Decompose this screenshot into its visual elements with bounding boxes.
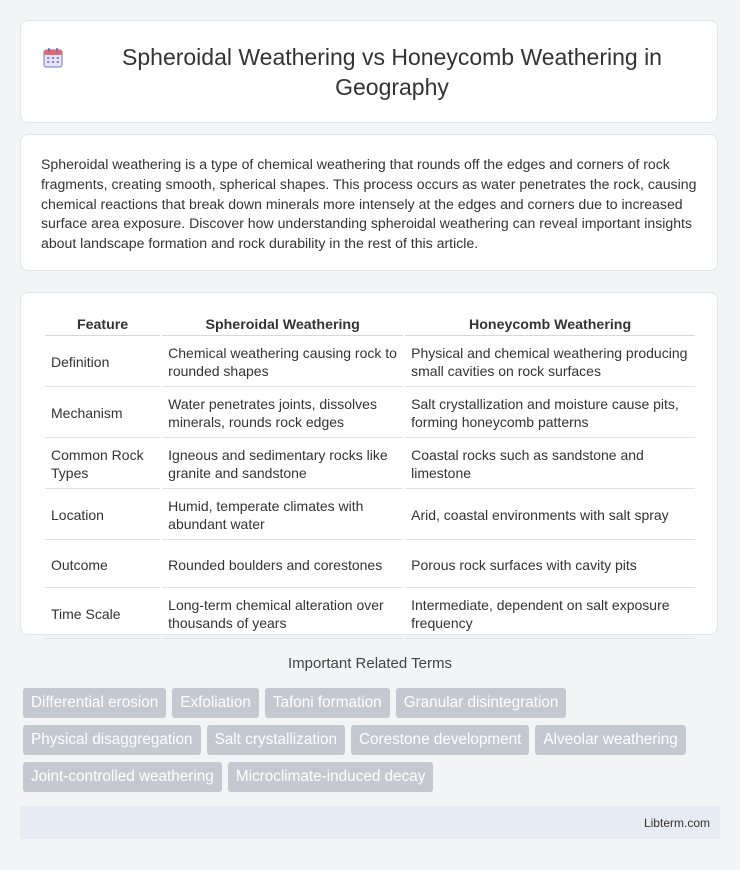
feature-cell: Mechanism (45, 387, 160, 438)
term-tag[interactable]: Salt crystallization (207, 725, 345, 755)
feature-cell: Definition (45, 336, 160, 387)
table-row (45, 540, 695, 588)
term-tag[interactable]: Joint-controlled weathering (23, 762, 222, 792)
term-tag[interactable]: Tafoni formation (265, 688, 390, 718)
column-header-honeycomb: Honeycomb Weathering (405, 313, 695, 336)
honeycomb-cell: Physical and chemical weathering producing small cavities on rock surfaces (405, 336, 695, 387)
honeycomb-cell: Salt crystallization and moisture cause pits, forming honeycomb patterns (405, 387, 695, 438)
table-row (45, 438, 695, 489)
honeycomb-cell: Arid, coastal environments with salt spray (405, 489, 695, 540)
calendar-icon (41, 46, 65, 70)
related-terms-heading: Important Related Terms (288, 655, 452, 672)
spheroidal-cell: Water penetrates joints, dissolves minerals, rounds rock edges (162, 387, 403, 438)
footer (20, 806, 720, 839)
term-tag[interactable]: Exfoliation (172, 688, 259, 718)
page-title: Spheroidal Weathering vs Honeycomb Weathering in Geography (122, 43, 662, 100)
intro-card (20, 134, 718, 271)
title-card (20, 20, 718, 123)
comparison-table (43, 313, 697, 639)
honeycomb-cell: Coastal rocks such as sandstone and limestone (405, 438, 695, 489)
term-tag[interactable]: Corestone development (351, 725, 529, 755)
column-header-feature: Feature (45, 313, 160, 336)
related-terms-list (23, 688, 723, 792)
spheroidal-cell: Chemical weathering causing rock to rounded shapes (162, 336, 403, 387)
table-header-row (45, 313, 695, 336)
intro-paragraph: Spheroidal weathering is a type of chemical weathering that rounds off the edges and corners of rock fragments, creating smooth, spherical shapes. This process occurs as water penetrates the rock, causing chemical reactions that break down minerals more intensely at the edges and corners due to increased surface area exposure. Discover how understanding spheroidal weathering can reveal important insights about landscape formation and rock durability in the rest of this article. (41, 156, 697, 252)
feature-cell: Outcome (45, 540, 160, 588)
term-tag[interactable]: Physical disaggregation (23, 725, 201, 755)
spheroidal-cell: Igneous and sedimentary rocks like granite and sandstone (162, 438, 403, 489)
table-row (45, 387, 695, 438)
table-row (45, 588, 695, 639)
term-tag[interactable]: Microclimate-induced decay (228, 762, 434, 792)
comparison-card (20, 292, 718, 635)
honeycomb-cell: Intermediate, dependent on salt exposure frequency (405, 588, 695, 639)
table-row (45, 336, 695, 387)
table-row (45, 489, 695, 540)
spheroidal-cell: Humid, temperate climates with abundant water (162, 489, 403, 540)
spheroidal-cell: Rounded boulders and corestones (162, 540, 403, 588)
term-tag[interactable]: Granular disintegration (396, 688, 567, 718)
spheroidal-cell: Long-term chemical alteration over thousands of years (162, 588, 403, 639)
term-tag[interactable]: Alveolar weathering (535, 725, 685, 755)
feature-cell: Location (45, 489, 160, 540)
honeycomb-cell: Porous rock surfaces with cavity pits (405, 540, 695, 588)
footer-site-link[interactable]: Libterm.com (643, 815, 710, 830)
term-tag[interactable]: Differential erosion (23, 688, 166, 718)
feature-cell: Common Rock Types (45, 438, 160, 489)
column-header-spheroidal: Spheroidal Weathering (162, 313, 403, 336)
feature-cell: Time Scale (45, 588, 160, 639)
